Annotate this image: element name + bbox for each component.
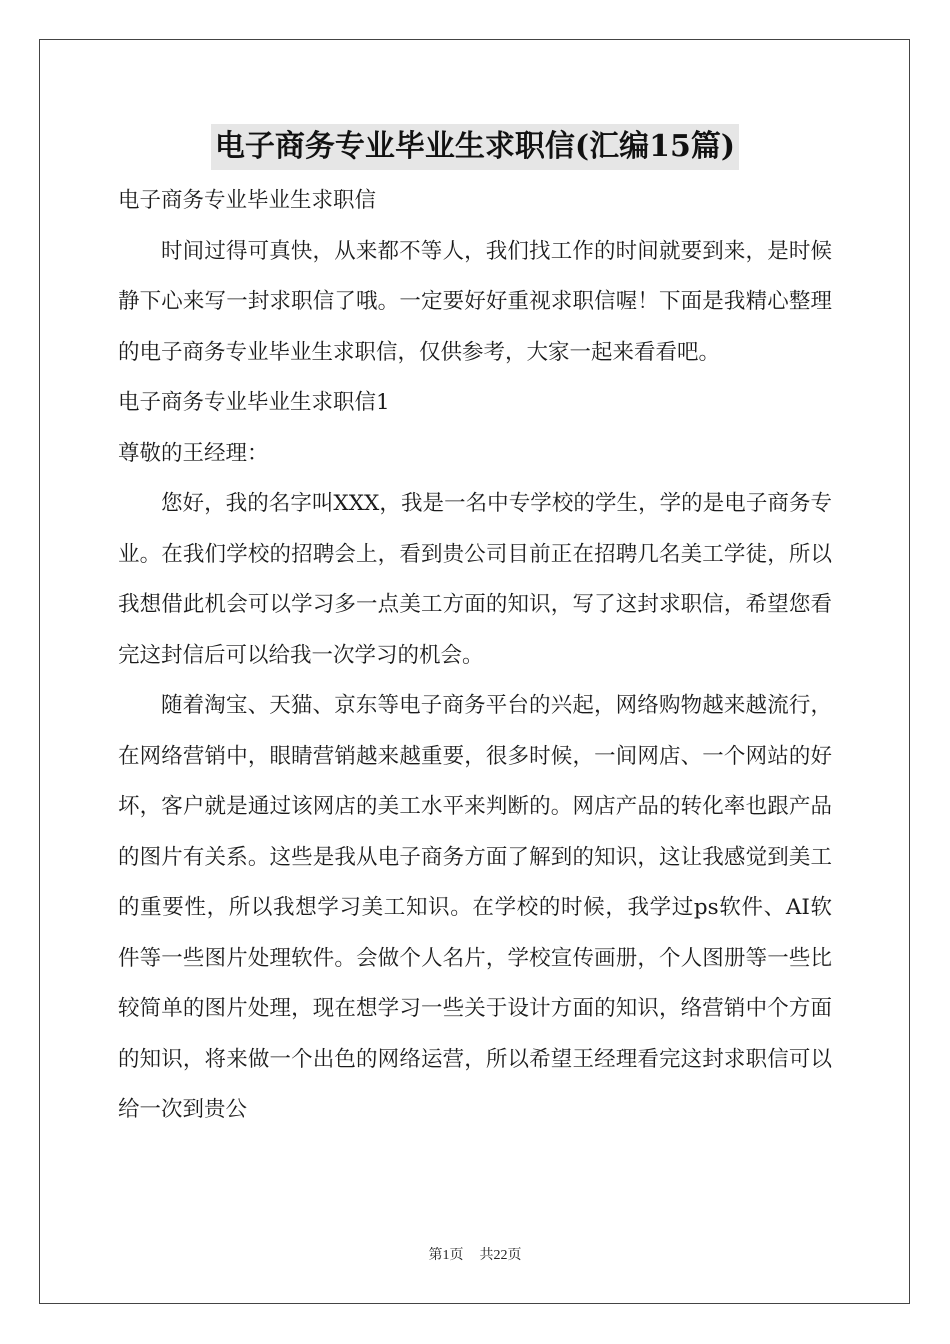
- paragraph: 随着淘宝、天猫、京东等电子商务平台的兴起，网络购物越来越流行，在网络营销中，眼睛营销越来越重要，很多时候，一间网店、一个网站的好坏，客户就是通过该网店的美工水平来判断的。网店产品的转化率也跟产品的图片有关系。这些是我从电子商务方面了解到的知识，这让我感觉到美工的重要性，所以我想学习美工知识。在学校的时候，我学过ps软件、AI软件等一些图片处理软件。会做个人名片，学校宣传画册，个人图册等一些比较简单的图片处理，现在想学习一些关于设计方面的知识，络营销中个方面的知识，将来做一个出色的网络运营，所以希望王经理看完这封求职信可以给一次到贵公: [118, 693, 832, 1122]
- document-title: [0, 124, 950, 170]
- page-number: 第1页: [428, 1248, 464, 1263]
- paragraph: 您好，我的名字叫XXX，我是一名中专学校的学生，学的是电子商务专业。在我们学校的招聘会上，看到贵公司目前正在招聘几名美工学徒，所以我想借此机会可以学习多一点美工方面的知识，写了这封求职信，希望您看完这封信后可以给我一次学习的机会。: [118, 491, 832, 668]
- page-total: 共22页: [479, 1248, 522, 1263]
- paragraph: 电子商务专业毕业生求职信1: [118, 390, 390, 415]
- paragraph: 电子商务专业毕业生求职信: [118, 188, 377, 213]
- page-footer: [0, 1244, 950, 1264]
- document-body: [118, 176, 832, 1136]
- document-title-text: 电子商务专业毕业生求职信(汇编15篇): [211, 124, 739, 170]
- paragraph: 时间过得可真快，从来都不等人，我们找工作的时间就要到来，是时候静下心来写一封求职信了哦。一定要好好重视求职信喔！下面是我精心整理的电子商务专业毕业生求职信，仅供参考，大家一起来看看吧。: [118, 238, 832, 365]
- paragraph: 尊敬的王经理：: [118, 440, 269, 466]
